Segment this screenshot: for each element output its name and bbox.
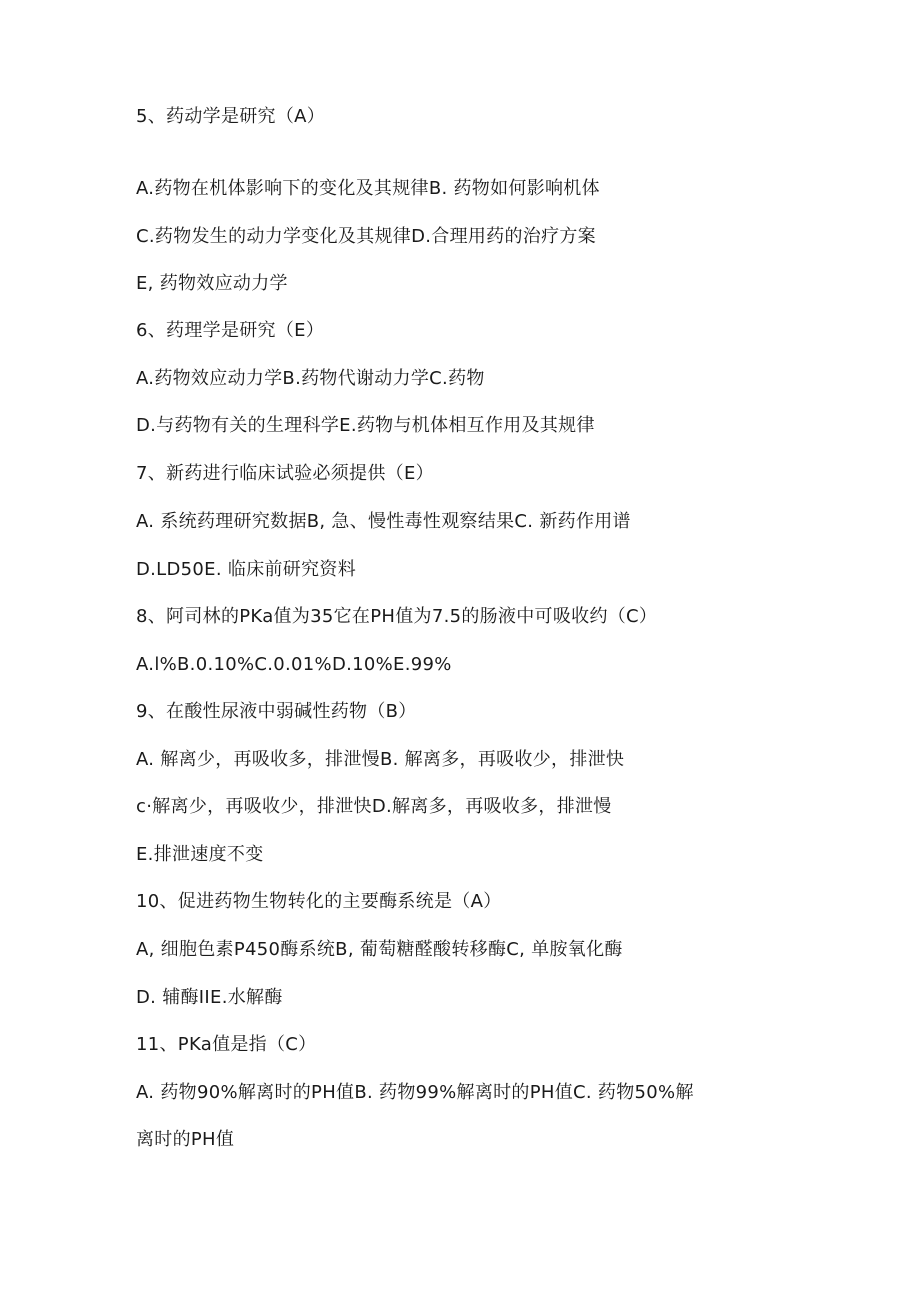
q10-options-abc: A, 细胞色素P450酶系统B, 葡萄糖醛酸转移酶C, 单胺氧化酶	[136, 939, 623, 960]
q9-options-cd: c·解离少，再吸收少，排泄快D.解离多，再吸收多，排泄慢	[136, 796, 612, 817]
q5-options-cd: C.药物发生的动力学变化及其规律D.合理用药的治疗方案	[136, 226, 596, 247]
q5-options-ab: A.药物在机体影响下的变化及其规律B. 药物如何影响机体	[136, 178, 600, 199]
q10-options-de: D. 辅酶IIE.水解酶	[136, 987, 283, 1008]
q5-option-e: E, 药物效应动力学	[136, 273, 288, 294]
question-9: 9、在酸性尿液中弱碱性药物（B）	[136, 701, 417, 722]
question-10: 10、促进药物生物转化的主要酶系统是（A）	[136, 891, 502, 912]
question-5: 5、药动学是研究（A）	[136, 106, 326, 127]
q7-options-de: D.LD50E. 临床前研究资料	[136, 559, 356, 580]
q6-options-abc: A.药物效应动力学B.药物代谢动力学C.药物	[136, 368, 485, 389]
q11-options-cont: 离时的PH值	[136, 1129, 235, 1150]
question-6: 6、药理学是研究（E）	[136, 320, 325, 341]
question-8: 8、阿司林的PKa值为35它在PH值为7.5的肠液中可吸收约（C）	[136, 606, 658, 627]
q11-options-abc: A. 药物90%解离时的PH值B. 药物99%解离时的PH值C. 药物50%解	[136, 1082, 694, 1103]
q9-option-e: E.排泄速度不变	[136, 844, 264, 865]
q9-options-ab: A. 解离少，再吸收多，排泄慢B. 解离多，再吸收少，排泄快	[136, 749, 625, 770]
q7-options-abc: A. 系统药理研究数据B, 急、慢性毒性观察结果C. 新药作用谱	[136, 511, 631, 532]
question-11: 11、PKa值是指（C）	[136, 1034, 317, 1055]
q6-options-de: D.与药物有关的生理科学E.药物与机体相互作用及其规律	[136, 415, 595, 436]
question-7: 7、新药进行临床试验必须提供（E）	[136, 463, 434, 484]
q8-options: A.l%B.0.10%C.0.01%D.10%E.99%	[136, 654, 452, 675]
